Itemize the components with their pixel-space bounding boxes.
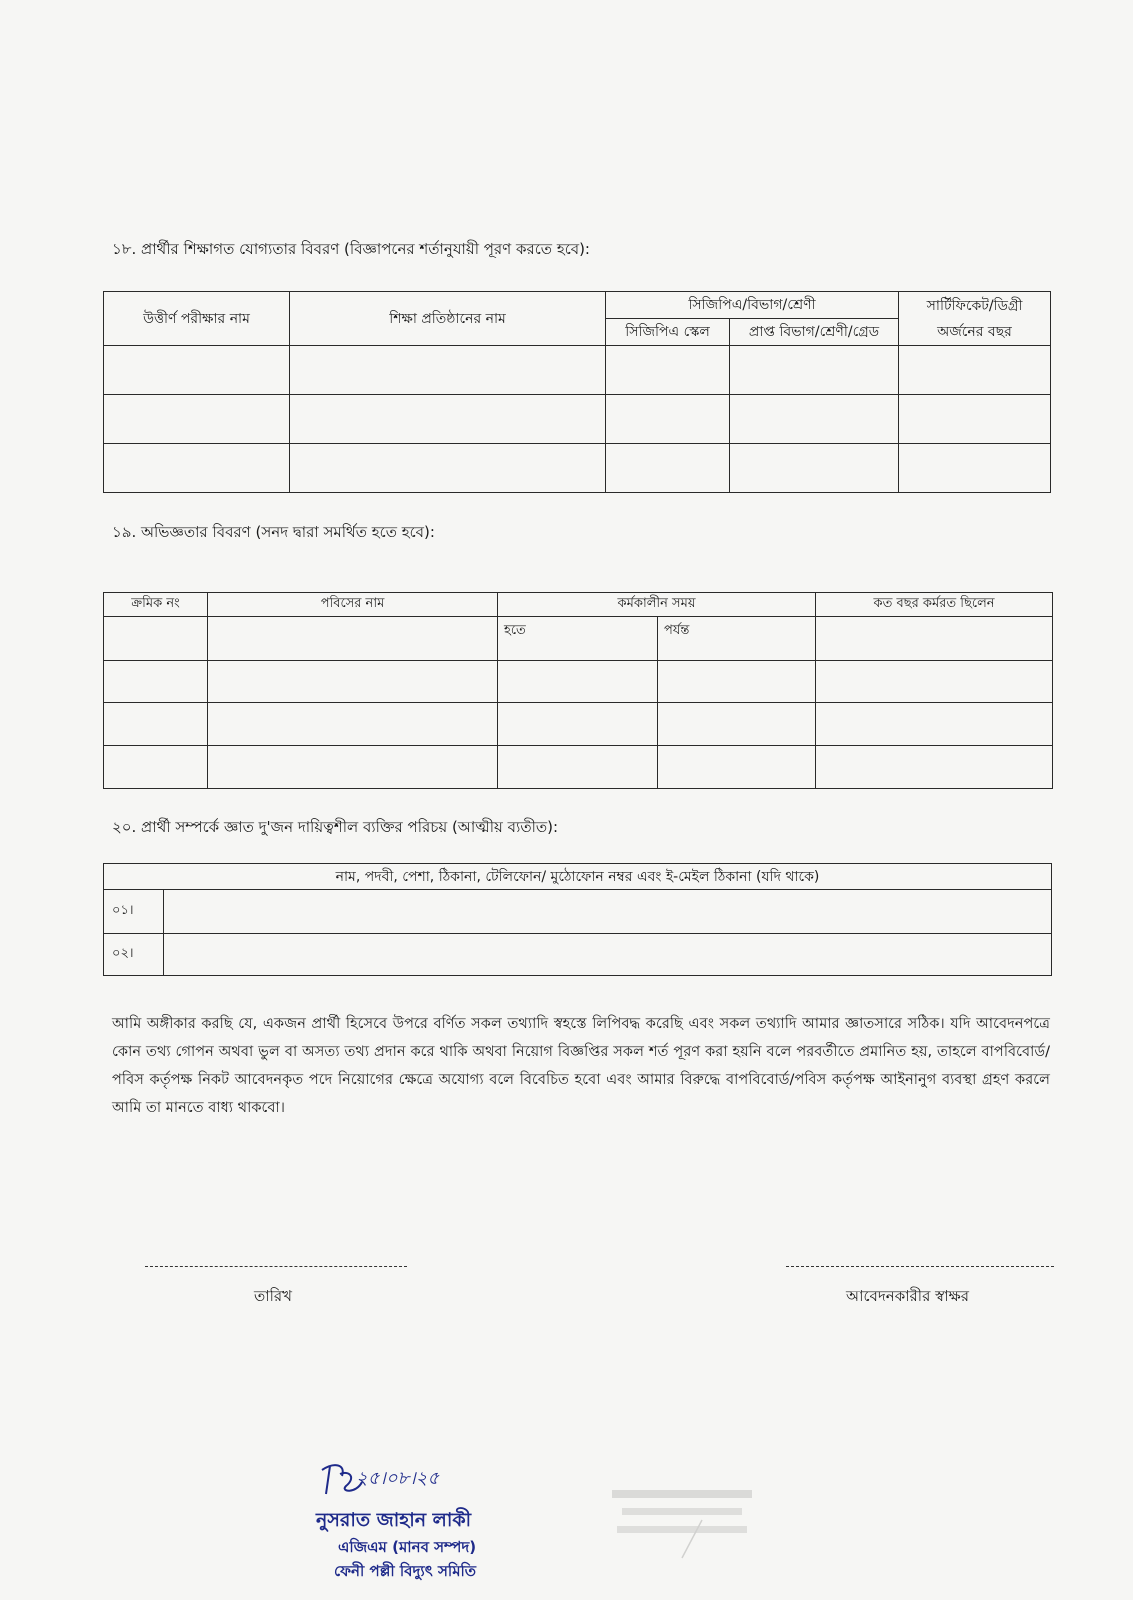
- cell-years[interactable]: [816, 617, 1053, 661]
- declaration-text: আমি অঙ্গীকার করছি যে, একজন প্রার্থী হিসেবে উপরে বর্ণিত সকল তথ্যাদি স্বহস্তে লিপিবদ্ধ করেছি এবং সকল তথ্যাদি আমার জ্ঞাতসারে সঠিক। যদি আবেদনপত্রে কোন তথ্য গোপন অথবা ভুল বা অসত্য তথ্য প্রদান করে থাকি অথবা নিয়োগ বিজ্ঞপ্তির সকল শর্ত পূরণ করা হয়নি বলে পরবর্তীতে প্রমানিত হয়, তাহলে বাপবিবোর্ড/পবিস কর্তৃপক্ষ নিকট আবেদনকৃত পদে নিয়োগের ক্ষেত্রে অযোগ্য বলে বিবেচিত হবো এবং আমার বিরুদ্ধে বাপবিবোর্ড/পবিস কর্তৃপক্ষ আইনানুগ ব্যবস্থা গ্রহণ করলে আমি তা মানতে বাধ্য থাকবো।: [112, 1015, 1050, 1116]
- cell-exam[interactable]: [104, 395, 290, 444]
- cell-to[interactable]: [658, 661, 816, 703]
- cell-to[interactable]: [658, 703, 816, 746]
- experience-row: [104, 703, 1053, 746]
- experience-row: [104, 746, 1053, 789]
- cell-pbs-name[interactable]: [208, 746, 498, 789]
- cell-years[interactable]: [816, 703, 1053, 746]
- col-cgpa-scale: সিজিপিএ স্কেল: [606, 319, 730, 346]
- reference-row-number: ০২।: [104, 934, 164, 976]
- cell-grade[interactable]: [730, 444, 899, 493]
- applicant-signature-label: আবেদনকারীর স্বাক্ষর: [846, 1287, 969, 1305]
- col-institution-name: শিক্ষা প্রতিষ্ঠানের নাম: [290, 292, 606, 346]
- education-row: [104, 346, 1051, 395]
- experience-row: [104, 661, 1053, 703]
- col-certificate-year-line2: অর্জনের বছর: [937, 323, 1012, 340]
- cell-from[interactable]: [498, 703, 658, 746]
- cell-pbs-name[interactable]: [208, 661, 498, 703]
- col-exam-name: উত্তীর্ণ পরীক্ষার নাম: [104, 292, 290, 346]
- cell-to[interactable]: [658, 746, 816, 789]
- cell-serial[interactable]: [104, 661, 208, 703]
- col-from: হতে: [498, 617, 658, 661]
- faint-show-through-stamp: [602, 1480, 782, 1560]
- cell-serial[interactable]: [104, 746, 208, 789]
- cell-from[interactable]: [498, 746, 658, 789]
- cell-serial[interactable]: [104, 703, 208, 746]
- cell-grade[interactable]: [730, 395, 899, 444]
- education-row: [104, 395, 1051, 444]
- cell-cgpa-scale[interactable]: [606, 395, 730, 444]
- cell-pbs-name[interactable]: [208, 617, 498, 661]
- cell-serial[interactable]: [104, 617, 208, 661]
- section-19-heading: ১৯. অভিজ্ঞতার বিবরণ (সনদ দ্বারা সমর্থিত হতে হবে):: [112, 523, 435, 541]
- cell-year[interactable]: [899, 346, 1051, 395]
- reference-row: [104, 934, 1052, 976]
- reference-details-cell[interactable]: [164, 934, 1052, 976]
- cell-institution[interactable]: [290, 346, 606, 395]
- cell-institution[interactable]: [290, 395, 606, 444]
- cell-from[interactable]: [498, 661, 658, 703]
- col-grade: প্রাপ্ত বিভাগ/শ্রেণী/গ্রেড: [730, 319, 899, 346]
- cell-exam[interactable]: [104, 444, 290, 493]
- handwritten-date: ২৫।০৮।২৫: [356, 1468, 440, 1489]
- col-serial: ক্রমিক নং: [104, 593, 208, 617]
- cell-cgpa-scale[interactable]: [606, 444, 730, 493]
- date-line: [145, 1266, 407, 1267]
- cell-exam[interactable]: [104, 346, 290, 395]
- education-row: [104, 444, 1051, 493]
- stamp-name: নুসরাত জাহান লাকী: [316, 1509, 472, 1531]
- reference-row-number: ০১।: [104, 890, 164, 934]
- signature-line: [786, 1266, 1054, 1267]
- cell-year[interactable]: [899, 444, 1051, 493]
- col-certificate-year: [899, 292, 1051, 346]
- col-work-period: কর্মকালীন সময়: [498, 593, 816, 617]
- col-certificate-year-line1: সার্টিফিকেট/ডিগ্রী: [926, 297, 1023, 314]
- col-years-worked: কত বছর কর্মরত ছিলেন: [816, 593, 1053, 617]
- cell-years[interactable]: [816, 746, 1053, 789]
- col-pbs-name: পবিসের নাম: [208, 593, 498, 617]
- reference-details-cell[interactable]: [164, 890, 1052, 934]
- section-18-heading: ১৮. প্রার্থীর শিক্ষাগত যোগ্যতার বিবরণ (বিজ্ঞাপনের শর্তানুযায়ী পূরণ করতে হবে):: [112, 240, 590, 258]
- stamp-designation: এজিএম (মানব সম্পদ): [338, 1538, 477, 1556]
- cell-cgpa-scale[interactable]: [606, 346, 730, 395]
- reference-table: [103, 863, 1052, 976]
- cell-year[interactable]: [899, 395, 1051, 444]
- col-to: পর্যন্ত: [658, 617, 816, 661]
- cell-pbs-name[interactable]: [208, 703, 498, 746]
- section-20-heading: ২০. প্রার্থী সম্পর্কে জ্ঞাত দু'জন দায়িত্বশীল ব্যক্তির পরিচয় (আত্মীয় ব্যতীত):: [112, 818, 559, 836]
- reference-header: নাম, পদবী, পেশা, ঠিকানা, টেলিফোন/ মুঠোফোন নম্বর এবং ই-মেইল ঠিকানা (যদি থাকে): [104, 864, 1052, 890]
- cell-institution[interactable]: [290, 444, 606, 493]
- experience-table: [103, 592, 1053, 789]
- cell-grade[interactable]: [730, 346, 899, 395]
- date-label: তারিখ: [254, 1287, 292, 1305]
- cell-years[interactable]: [816, 661, 1053, 703]
- education-table: [103, 291, 1051, 493]
- reference-row: [104, 890, 1052, 934]
- experience-row: [104, 617, 1053, 661]
- col-cgpa-group: সিজিপিএ/বিভাগ/শ্রেণী: [606, 292, 899, 319]
- stamp-organization: ফেনী পল্লী বিদ্যুৎ সমিতি: [334, 1562, 477, 1580]
- official-stamp: [316, 1460, 526, 1595]
